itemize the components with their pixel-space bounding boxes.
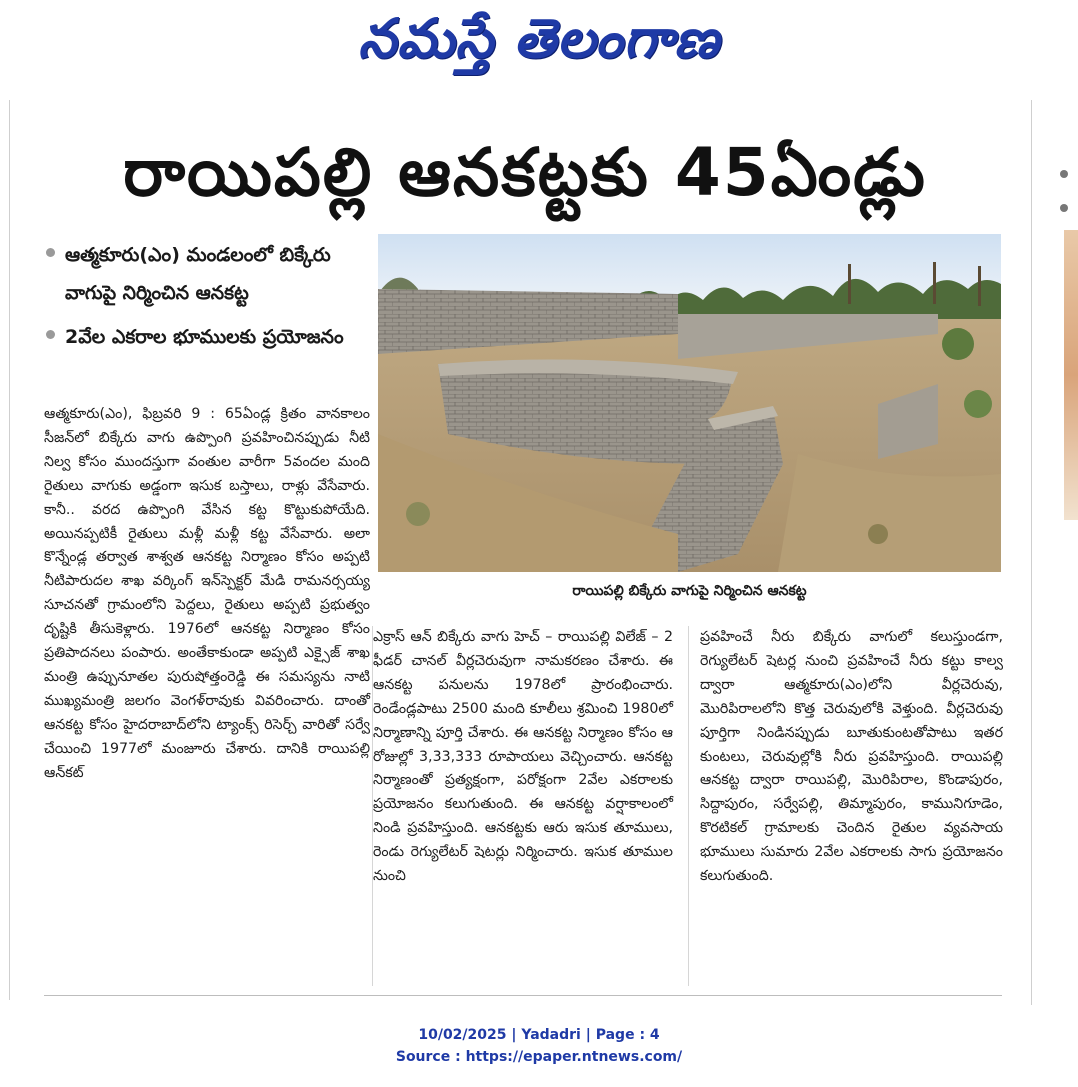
bullet-text: 2వేల ఎకరాల భూములకు ప్రయోజనం xyxy=(65,326,344,348)
photo-caption: రాయిపల్లి బిక్కేరు వాగుపై నిర్మించిన ఆనకట్ట xyxy=(572,583,807,599)
bullet-item xyxy=(40,318,375,356)
bullet-dot-icon xyxy=(1060,204,1068,212)
bullet-text: ఆత్మకూరు(ఎం) మండలంలో బిక్కేరు వాగుపై నిర్మించిన ఆనకట్ట xyxy=(65,244,331,304)
bullet-dot-icon xyxy=(46,330,55,339)
summary-bullets xyxy=(40,236,375,362)
bullet-dot-icon xyxy=(1060,170,1068,178)
masthead xyxy=(0,0,1078,90)
article-headline: రాయిపల్లి ఆనకట్టకు 45ఏండ్లు xyxy=(123,134,927,211)
newspaper-title: నమస్తే తెలంగాణ xyxy=(358,6,720,70)
left-margin-rule xyxy=(9,100,10,1000)
right-margin-rule xyxy=(1031,100,1032,1005)
dam-photo xyxy=(378,234,1001,572)
footer-source: Source : https://epaper.ntnews.com/ xyxy=(395,1049,683,1065)
footer-date-edition: 10/02/2025 | Yadadri | Page : 4 xyxy=(418,1027,660,1043)
article-column-2: ఎక్రాస్ ఆన్ బిక్కేరు వాగు హెచ్ – రాయిపల్లి విలేజ్ – 2 ఫీడర్ చానల్ వీర్లచెరువుగా నామకరణం చేశారు. ఈ ఆనకట్ట పనులను 1978లో ప్రారంభించారు. రెండేండ్లపాటు 2500 మంది కూలీలు శ్రమించి 1980లో నిర్మాణాన్ని పూర్తి చేశారు. ఈ ఆనకట్ట నిర్మాణం కోసం ఆ రోజుల్లో 3,33,333 రూపాయలు వెచ్చించారు. ఆనకట్ట నిర్మాణంతో ప్రత్యక్షంగా, పరోక్షంగా 2వేల ఎకరాలకు ప్రయోజనం కలుగుతుంది. ఈ ఆనకట్ట వర్షాకాలంలో నిండి ప్రవహిస్తుంది. ఆనకట్టకు ఆరు ఇసుక తూములు, రెండు రెగ్యులేటర్ షెటర్లు నిర్మించారు. ఇసుక తూముల నుంచి xyxy=(373,629,673,885)
adjacent-photo xyxy=(1064,230,1078,520)
column-divider xyxy=(688,626,689,986)
bullet-item xyxy=(40,236,375,312)
bottom-rule xyxy=(44,995,1002,996)
article-column-3: ప్రవహించే నీరు బిక్కేరు వాగులో కలుస్తుండగా, రెగ్యులేటర్ షెటర్ల నుంచి ప్రవహించే నీరు కట్టు కాల్వ ద్వారా ఆత్మకూరు(ఎం)లోని వీర్లచెరువు, మొరిపిరాలలోని కొత్త చెరువులోకి వెళ్తుంది. వీర్లచెరువు పూర్తిగా నిండినప్పుడు బూతుకుంటతోపాటు ఇతర కుంటలు, చెరువుల్లోకి నీరు ప్రవహిస్తుంది. రాయిపల్లి ఆనకట్ట ద్వారా రాయిపల్లి, మొరిపిరాల, కొండాపురం, సిద్దాపురం, సర్వేపల్లి, తిమ్మాపురం, కామునిగూడెం, కొరటికల్ గ్రామాలకు చెందిన రైతుల వ్యవసాయ భూములు సుమారు 2వేల ఎకరాలకు సాగు ప్రయోజనం కలుగుతుంది. xyxy=(700,629,1003,885)
bullet-dot-icon xyxy=(46,248,55,257)
adjacent-article-strip xyxy=(1040,100,1078,1020)
article-column-1: ఆత్మకూరు(ఎం), ఫిబ్రవరి 9 : 65ఏండ్ల క్రితం వానకాలం సీజన్‌లో బిక్కేరు వాగు ఉప్పొంగి ప్రవహించినప్పుడు నీటి నిల్వ కోసం ముందస్తుగా వంతుల వారీగా 5వందల మంది రైతులు వాగుకు అడ్డంగా ఇసుక బస్తాలు, రాళ్లు వేసేవారు. కానీ.. వరద ఉప్పొంగి వేసిన కట్ట కొట్టుకుపోయేది. అయినప్పటికీ రైతులు మళ్లీ మళ్లీ కట్ట వేసేవారు. అలా కొన్నేండ్ల తర్వాత శాశ్వత ఆనకట్ట నిర్మాణం కోసం అప్పటి నీటిపారుదల శాఖ వర్కింగ్ ఇన్‌స్పెక్టర్ మేడి రామనర్సయ్య సూచనతో గ్రామంలోని పెద్దలు, రైతులు అప్పటి ప్రభుత్వం దృష్టికి తీసుకెళ్లారు. 1976లో ఆనకట్ట నిర్మాణం కోసం ప్రతిపాదనలు పంపారు. అంతేకాకుండా అప్పటి ఎక్సైజ్ శాఖ మంత్రి ఉప్పునూతల పురుషోత్తంరెడ్డి ఈ సమస్యను నాటి ముఖ్యమంత్రి జలగం వెంగళ్‌రావుకు వివరించారు. దాంతో ఆనకట్ట కోసం హైదరాబాద్‌లోని ట్యాంక్స్ రిసెర్చ్ వారితో సర్వే చేయించి 1977లో మంజూరు చేశారు. దానికి రాయిపల్లి ఆన్‌కట్ xyxy=(44,406,370,781)
